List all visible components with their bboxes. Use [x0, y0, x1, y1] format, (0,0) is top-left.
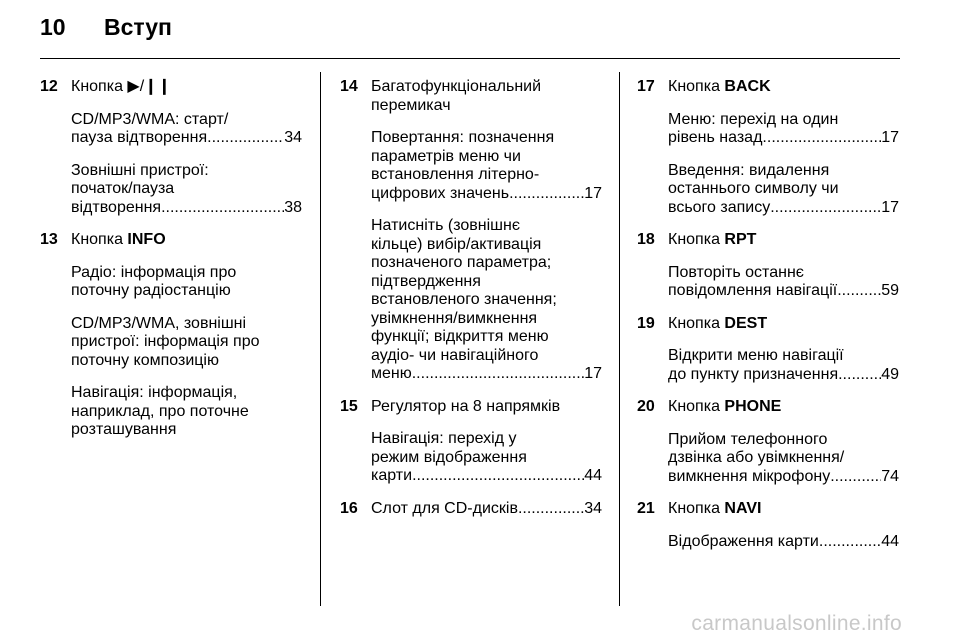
dot-leader	[509, 185, 584, 204]
entry-description	[668, 162, 899, 218]
control-entry	[637, 500, 899, 551]
description-line: встановленого значення;	[371, 291, 557, 308]
page-ref: 44	[881, 532, 899, 550]
description-line: дзвінка або увімкнення/	[668, 449, 845, 466]
control-entry	[637, 315, 899, 385]
description-line: Повертання: позначення	[371, 129, 555, 146]
description-line: карти	[371, 467, 413, 484]
description-line: Повторіть останнє	[668, 263, 804, 281]
entry-number: 21	[637, 500, 655, 517]
dotted-line	[668, 199, 899, 218]
page-ref: 49	[881, 365, 899, 383]
button-name: INFO	[127, 231, 166, 248]
entry-number: 18	[637, 231, 655, 248]
page-ref: 34	[584, 499, 602, 517]
column-3	[637, 78, 899, 565]
entry-title	[371, 78, 602, 97]
description-line: аудіо- чи навігаційного	[371, 346, 539, 364]
control-entry	[637, 398, 899, 486]
dot-leader	[838, 366, 881, 385]
control-entry	[340, 500, 602, 519]
description-line: пристрої: інформація про	[71, 333, 260, 350]
entry-title	[668, 231, 899, 250]
button-name: NAVI	[724, 500, 762, 517]
description-line: пауза відтворення	[71, 129, 208, 146]
description-line: Відкрити меню навігації	[668, 347, 844, 364]
description-line: поточну радіостанцію	[71, 282, 231, 299]
dotted-line	[371, 467, 602, 486]
dotted-line	[668, 468, 899, 487]
entry-title-line2: перемикач	[371, 96, 451, 114]
entry-number: 16	[340, 499, 358, 517]
description-line: Радіо: інформація про	[71, 263, 237, 281]
description-line: Меню: перехід на один	[668, 110, 839, 128]
entry-title-text: Кнопка	[71, 78, 128, 95]
description-line: Введення: видалення	[668, 161, 830, 179]
description-line: поточну композицію	[71, 351, 219, 369]
entry-title	[668, 500, 899, 519]
dotted-line	[371, 185, 602, 204]
entry-title-text: Кнопка	[668, 398, 725, 415]
description-line: підтвердження	[371, 272, 481, 290]
dot-leader	[819, 533, 881, 552]
description-line: меню	[371, 365, 412, 382]
description-line: кільце) вибір/активація	[371, 235, 542, 253]
entry-number: 19	[637, 314, 655, 332]
control-entry	[637, 78, 899, 217]
button-name: BACK	[724, 78, 771, 95]
page-ref: 74	[881, 467, 899, 485]
entry-number: 17	[637, 78, 655, 95]
dot-leader	[762, 129, 881, 148]
column-2	[340, 78, 602, 532]
entry-title	[668, 398, 899, 417]
dot-leader	[770, 199, 881, 218]
description-line: до пункту призначення	[668, 365, 839, 383]
control-entry	[340, 78, 602, 384]
entry-title-text: Кнопка	[668, 78, 725, 95]
description-line: Натисніть (зовнішнє	[371, 217, 520, 234]
entry-title-text: Багатофункціональний	[371, 78, 542, 95]
description-line: всього запису	[668, 198, 771, 216]
description-line: Прийом телефонного	[668, 430, 828, 448]
description-line: позначеного параметра;	[371, 254, 552, 271]
page-ref: 17	[584, 365, 602, 382]
entry-number: 20	[637, 398, 655, 415]
description-line: наприклад, про поточне	[71, 402, 249, 420]
dot-leader	[161, 199, 284, 218]
dot-leader	[837, 282, 881, 301]
entry-description	[668, 347, 899, 384]
description-line: параметрів меню чи	[371, 147, 521, 165]
description-line: увімкнення/вимкнення	[371, 309, 538, 327]
entry-number: 12	[40, 78, 58, 95]
control-entry	[340, 398, 602, 486]
entry-description	[71, 384, 302, 440]
page-header	[40, 14, 172, 41]
page-ref: 59	[881, 282, 899, 299]
dotted-line	[71, 129, 302, 148]
dot-leader	[830, 468, 881, 487]
entry-number: 13	[40, 231, 58, 248]
page-ref: 34	[284, 129, 302, 146]
description-line: цифрових значень	[371, 184, 510, 202]
description-line: функції; відкриття меню	[371, 328, 549, 345]
dotted-line	[371, 365, 602, 384]
description-line: Навігація: інформація,	[71, 384, 238, 401]
entry-title	[668, 78, 899, 97]
entry-description	[71, 264, 302, 301]
entry-title: Слот для CD-дисків	[371, 499, 518, 517]
entry-description	[668, 111, 899, 148]
dotted-line	[71, 199, 302, 218]
description-line: повідомлення навігації	[668, 282, 838, 299]
header-rule	[40, 58, 900, 59]
entry-number: 14	[340, 78, 358, 95]
page-ref: 17	[881, 129, 899, 146]
button-name: DEST	[724, 314, 768, 332]
entry-title	[668, 315, 899, 334]
entry-title-text: Кнопка	[668, 314, 725, 332]
description-line: Відображення карти	[668, 532, 819, 550]
description-line: CD/MP3/WMA, зовнішні	[71, 314, 247, 332]
description-line: розташування	[71, 421, 177, 438]
dot-leader	[412, 467, 584, 486]
column-1	[40, 78, 302, 454]
control-entry	[637, 231, 899, 301]
button-name: PHONE	[724, 398, 782, 415]
entry-description	[668, 264, 899, 301]
play-pause-icon: ▶/❙❙	[127, 78, 171, 95]
entry-description	[71, 111, 302, 148]
entry-title-text: Кнопка	[668, 231, 725, 248]
entry-description	[371, 129, 602, 203]
dot-leader	[207, 129, 284, 148]
dotted-line	[668, 533, 899, 552]
entry-title-dotted-line	[371, 500, 602, 519]
description-line: початок/пауза	[71, 180, 175, 197]
entry-title	[71, 231, 302, 250]
description-line: відтворення	[71, 198, 162, 216]
column-divider	[320, 72, 321, 606]
entry-description	[71, 315, 302, 371]
page-number: 10	[40, 14, 66, 40]
entry-title-text: Регулятор на 8 напрямків	[371, 397, 561, 415]
description-line: встановлення літерно-	[371, 166, 540, 183]
dotted-line	[668, 366, 899, 385]
dot-leader	[412, 365, 584, 384]
description-line: Навігація: перехід у	[371, 430, 517, 447]
entry-title-text: Кнопка	[668, 500, 725, 517]
description-line: рівень назад	[668, 129, 763, 146]
description-line: режим відображення	[371, 448, 527, 466]
description-line: останнього символу чи	[668, 180, 839, 197]
entry-number: 15	[340, 397, 358, 415]
page-ref: 44	[584, 467, 602, 484]
entry-description	[668, 431, 899, 487]
control-entry	[40, 231, 302, 440]
page-title: Вступ	[104, 14, 172, 40]
entry-title-text: Кнопка	[71, 231, 128, 248]
column-divider	[619, 72, 620, 606]
button-name: RPT	[724, 231, 757, 248]
watermark: carmanualsonline.info	[691, 612, 902, 635]
page-ref: 38	[284, 198, 302, 216]
description-line: CD/MP3/WMA: старт/	[71, 110, 229, 128]
dotted-line	[668, 282, 899, 301]
entry-description	[371, 217, 602, 384]
entry-description	[71, 162, 302, 218]
entry-title	[71, 78, 302, 97]
dot-leader	[518, 500, 584, 519]
entry-description	[668, 533, 899, 552]
page-ref: 17	[584, 184, 602, 202]
entry-title	[371, 398, 602, 417]
dotted-line	[668, 129, 899, 148]
entry-description	[371, 430, 602, 486]
control-entry	[40, 78, 302, 217]
description-line: вимкнення мікрофону	[668, 467, 831, 485]
page-ref: 17	[881, 198, 899, 216]
description-line: Зовнішні пристрої:	[71, 161, 209, 179]
